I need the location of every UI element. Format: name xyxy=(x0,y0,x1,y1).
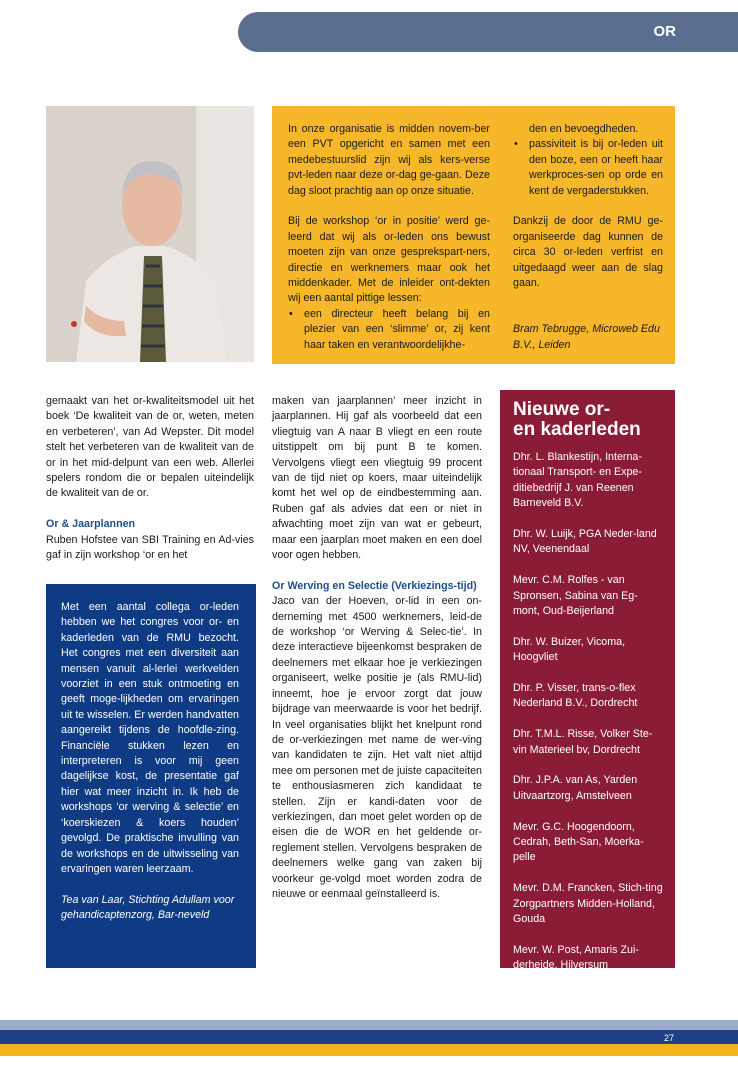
article-column-2 xyxy=(272,394,482,902)
box-title-line: en kaderleden xyxy=(513,419,641,440)
section-heading: Or Werving en Selectie (Verkiezings-tijd) xyxy=(272,579,477,592)
paragraph: Dankzij de door de RMU ge-organiseerde dag kunnen de circa 30 or-leden verfrist en uitgedaagd weer aan de slag gaan. xyxy=(513,215,663,290)
paragraph: maken van jaarplannen’ meer inzicht in jaarplannen. Hij gaf als voorbeeld dat een vliegtuig van A naar B vliegt en een route uitstippelt om bij punt B te komen. Vervolgens vliegt een vliegtuig 99 procent van de tijd niet op koers, maar uiteindelijk komt het wel op de eindbestemming aan. Ruben gaf als advies dat een or niet in afwachting moet zijn van wat er gebeurt, maar een jaarplan moet maken en een doel voor ogen hebben. xyxy=(272,395,482,562)
blue-box-text xyxy=(61,600,239,924)
footer-stripe-light xyxy=(0,1020,738,1030)
section-title: OR xyxy=(653,23,676,40)
paragraph: Met een aantal collega or-leden hebben we het congres voor or- en kaderleden van de RMU bezocht. Het congres met een diversiteit aan mensen vanuit al-lerlei werkvelden voorziet in een stuk ontmoeting en geeft moge-lijkheden om ervaringen uit te wisselen. Er werden handvatten aangereikt tijdens de hoofdle-zing. Financiële stukken lezen en interpreteren is voor mij geen dagelijkse kost, de presentatie gaf hier wat meer inzicht in. Ik heb de workshops ‘or werving & selectie’ en ‘koerskiezen & koers houden’ gevolgd. De praktische invulling van de workshops en de uitwisseling van ervaringen waren leerzaam. xyxy=(61,601,239,875)
list-item: Mevr. W. Post, Amaris Zui-derheide, Hilversum xyxy=(513,943,639,972)
box-title xyxy=(513,400,663,440)
section-heading: Or & Jaarplannen xyxy=(46,518,136,531)
list-item: • passiviteit is bij or-leden uit den boze, een or heeft haar werkproces-sen op orde en kent de vergaderstukken. xyxy=(513,137,663,199)
list-item: Dhr. W. Buizer, Vicoma, Hoogvliet xyxy=(513,635,626,664)
section-tab xyxy=(238,12,738,52)
speaker-photo xyxy=(46,106,254,362)
yellow-column-2 xyxy=(513,122,663,353)
paragraph: Jaco van der Hoeven, or-lid in een on-derneming met 4500 werknemers, leid-de de workshop ‘or Werving & Selec-tie’. In deze interactieve bijeenkomst bespraken de deelnemers met elkaar hoe je verkiezingen organiseert, welke positie je (als RMU-lid) inneemt, hoe je ervoor zorgt dat jouw bijdrage van meerwaarde is voor het bedrijf. In veel organisaties blijkt het knelpunt rond de or-verkiezingen met name de wer-ving van kandidaten te zijn. Het valt niet altijd mee om personen met de juiste capaciteiten te enthousiasmeren zich kandidaat te stellen. Zijn er kandi-daten voor de verkiezingen, dan moet gelet worden op de eisen die de WOR en het geldende or-reglement stellen. Vervolgens bespraken de deelnemers welke gang van zaken bij voorkeur ge-volgd moet worden zodra de nieuwe or eenmaal geïnstalleerd is. xyxy=(272,595,482,900)
paragraph: In onze organisatie is midden novem-ber een PVT opgericht en samen met een medebestuurslid zijn wij als kers-verse pvt-leden naar deze or-dag ge-gaan. Deze dag sloot prachtig aan op onze situatie. xyxy=(288,123,490,197)
paragraph: Ruben Hofstee van SBI Training en Ad-vies gaf in zijn workshop ‘or en het xyxy=(46,533,254,562)
signature: Bram Tebrugge, Microweb Edu B.V., Leiden xyxy=(513,323,660,351)
list-item: Mevr. G.C. Hoogendoorn, Cedrah, Beth-San, Moerka-pelle xyxy=(513,820,644,864)
paragraph: Bij de workshop ‘or in positie’ werd ge-leerd dat wij als or-leden ons bewust moeten zijn van onze gesprekspart-ners, directie en werknemers maar ook het middenkader. Met de inleider ont-dekten wij een aantal pittige lessen: xyxy=(288,215,490,305)
yellow-column-1 xyxy=(288,122,490,353)
list-item: Dhr. L. Blankestijn, Interna-tionaal Transport- en Expe-ditiebedrijf J. van Reenen Barneveld B.V. xyxy=(513,451,642,510)
paragraph: den en bevoegdheden. xyxy=(529,123,639,135)
list-item: • een directeur heeft belang bij en plezier van een ‘slimme’ or, zij kent haar taken en verantwoordelijkhe- xyxy=(288,307,490,353)
footer-stripe-dark xyxy=(0,1030,738,1044)
new-members-list xyxy=(513,400,663,974)
article-column-1 xyxy=(46,394,254,563)
list-item: Dhr. T.M.L. Risse, Volker Ste-vin Materieel bv, Dordrecht xyxy=(513,728,653,756)
lessons-list xyxy=(513,137,663,199)
page-number: 27 xyxy=(664,1033,675,1043)
footer-stripe-gold xyxy=(0,1044,738,1056)
list-item: Mevr. C.M. Rolfes - van Spronsen, Sabina van Eg-mont, Oud-Beijerland xyxy=(513,574,638,618)
speaker-photo-icon xyxy=(46,106,254,362)
list-item: Dhr. J.P.A. van As, Yarden Uitvaartzorg, Amstelveen xyxy=(513,774,638,802)
lessons-list xyxy=(288,307,490,353)
list-item: Dhr. P. Visser, trans-o-flex Nederland B.V., Dordrecht xyxy=(513,682,638,710)
list-item: Dhr. W. Luijk, PGA Neder-land NV, Veenendaal xyxy=(513,528,657,556)
box-title-line: Nieuwe or- xyxy=(513,399,611,420)
list-item: Mevr. D.M. Francken, Stich-ting Zorgpartners Midden-Holland, Gouda xyxy=(513,882,663,926)
signature: Tea van Laar, Stichting Adullam voor gehandicaptenzorg, Bar-neveld xyxy=(61,893,235,922)
paragraph: gemaakt van het or-kwaliteitsmodel uit het boek ‘De kwaliteit van de or, weten, meten en verbeteren’, van Ad Wepster. Dit model stelt het verbeteren van de kwaliteit van de or in het mid-delpunt van een web. Allerlei spelers rondom die or bepalen uiteindelijk de kwaliteit van de or. xyxy=(46,395,254,500)
